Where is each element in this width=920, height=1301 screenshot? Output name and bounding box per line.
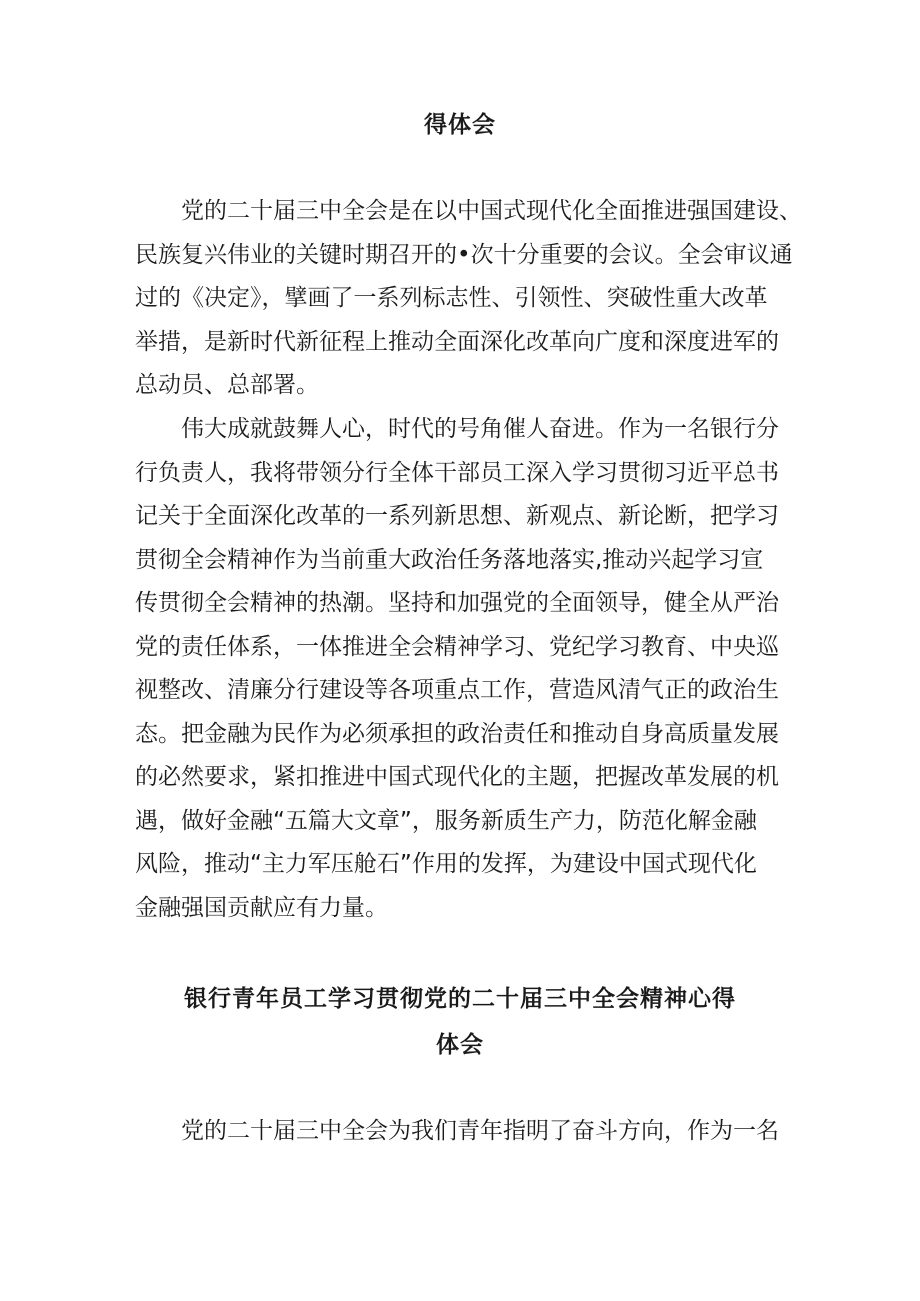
paragraph-line: 的必然要求，紧扣推进中国式现代化的主题，把握改革发展的机 <box>135 764 779 790</box>
paragraph-line: 态。把金融为民作为必须承担的政治责任和推动自身高质量发展 <box>135 720 779 747</box>
paragraph-line: 过的《决定》，擘画了一系列标志性、引领性、突破性重大改革 <box>135 285 768 311</box>
section-1-paragraph-1 <box>135 190 802 408</box>
section-1-paragraph-2 <box>135 408 795 930</box>
paragraph-line: 金融强国贡献应有力量。 <box>135 894 388 921</box>
section-2-heading <box>130 976 790 1068</box>
paragraph-line: 党的二十届三中全会是在以中国式现代化全面推进强国建设、 <box>181 198 802 224</box>
section-1-heading <box>130 102 790 148</box>
paragraph-line: 贯彻全会精神作为当前重大政治任务落地落实,推动兴起学习宣 <box>135 546 764 573</box>
heading-line: 得体会 <box>424 112 496 138</box>
section-2-paragraph-1 <box>135 1110 795 1154</box>
paragraph-line: 党的责任体系，一体推进全会精神学习、党纪学习教育、中央巡 <box>135 633 779 660</box>
paragraph-line: 总动员、总部署。 <box>135 372 319 398</box>
paragraph-line: 遇，做好金融“五篇大文章”，服务新质生产力，防范化解金融 <box>135 807 757 834</box>
paragraph-line: 党的二十届三中全会为我们青年指明了奋斗方向，作为一名 <box>181 1118 779 1144</box>
paragraph-line: 举措，是新时代新征程上推动全面深化改革向广度和深度进军的 <box>135 328 779 355</box>
heading-line: 银行青年员工学习贯彻党的二十届三中全会精神心得 <box>184 986 736 1012</box>
heading-line: 体会 <box>436 1032 484 1058</box>
paragraph-line: 传贯彻全会精神的热潮。坚持和加强党的全面领导，健全从严治 <box>135 590 779 616</box>
paragraph-line: 视整改、清廉分行建设等各项重点工作，营造风清气正的政治生 <box>135 677 779 703</box>
paragraph-line: 记关于全面深化改革的一系列新思想、新观点、新论断，把学习 <box>135 503 779 529</box>
paragraph-line: 风险，推动“主力军压舱石”作用的发挥，为建设中国式现代化 <box>135 851 757 877</box>
paragraph-line: 民族复兴伟业的关键时期召开的•次十分重要的会议。全会审议通 <box>135 241 793 268</box>
paragraph-line: 行负责人，我将带领分行全体干部员工深入学习贯彻习近平总书 <box>135 459 779 486</box>
paragraph-line: 伟大成就鼓舞人心，时代的号角催人奋进。作为一名银行分 <box>181 416 779 442</box>
